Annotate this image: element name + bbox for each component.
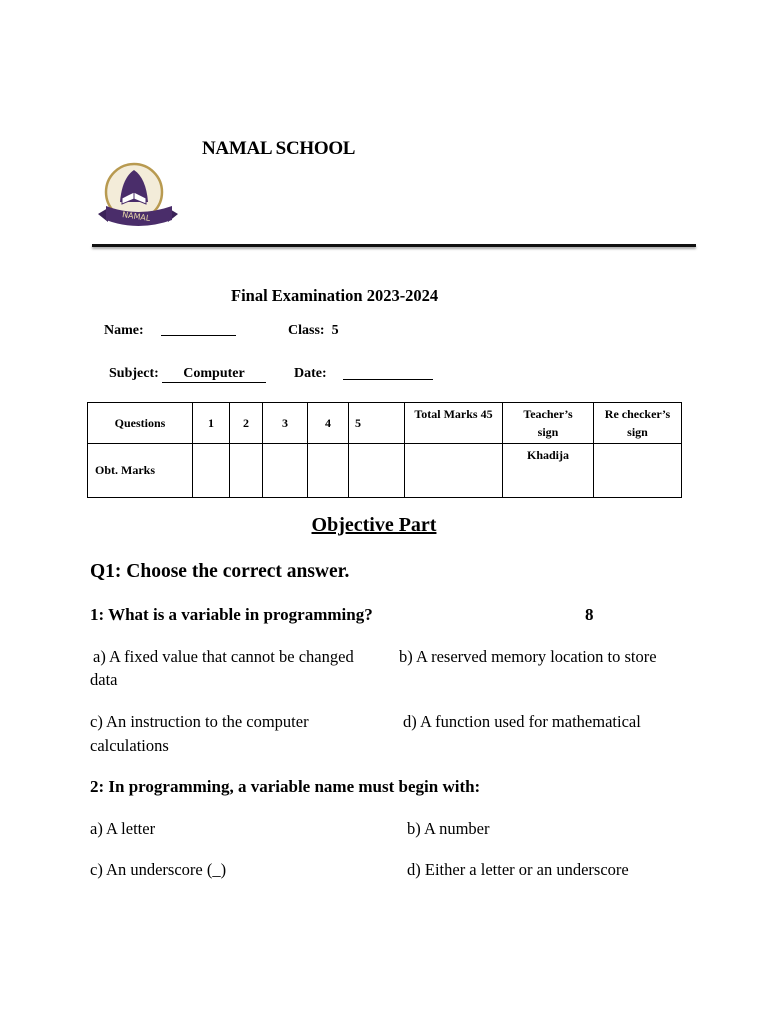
q1-option-d-continued: calculations (90, 736, 169, 755)
questions-header: Questions (88, 403, 193, 444)
question-1-text: 1: What is a variable in programming? (90, 605, 373, 624)
question-number: 3 (263, 403, 308, 444)
table-row (88, 444, 682, 498)
q2-option-d: d) Either a letter or an underscore (407, 860, 629, 879)
marks-cell[interactable] (308, 444, 349, 498)
exam-title: Final Examination 2023-2024 (231, 286, 439, 305)
q1-option-b-continued: data (90, 670, 118, 689)
rechecker-sign-line1: Re checker’s (604, 407, 671, 421)
question-1-marks: 8 (585, 605, 594, 624)
question-number: 2 (230, 403, 263, 444)
marks-cell[interactable] (263, 444, 308, 498)
total-marks-header: Total Marks 45 (405, 403, 503, 444)
class-field (288, 323, 339, 339)
rechecker-sign-cell[interactable] (594, 444, 682, 498)
class-value: 5 (331, 323, 339, 338)
section-title: Objective Part (311, 514, 437, 536)
school-name: NAMAL SCHOOL (202, 138, 356, 159)
name-label: Name: (104, 323, 144, 338)
table-row (88, 403, 682, 444)
marks-table (87, 402, 682, 498)
question-number: 1 (193, 403, 230, 444)
date-blank[interactable] (343, 366, 433, 380)
q1-option-c: c) An instruction to the computer (90, 712, 309, 731)
header-divider (92, 244, 696, 247)
question-2-text: 2: In programming, a variable name must begin with: (90, 777, 481, 796)
q1-heading: Q1: Choose the correct answer. (90, 561, 350, 582)
class-label: Class: (288, 323, 325, 338)
q1-option-a: a) A fixed value that cannot be changed (93, 647, 354, 666)
teacher-name: Khadija (503, 444, 594, 498)
question-number: 4 (308, 403, 349, 444)
marks-cell[interactable] (349, 444, 405, 498)
name-blank[interactable] (161, 322, 236, 336)
q1-option-d: d) A function used for mathematical (403, 712, 641, 731)
teacher-sign-line2: sign (537, 425, 559, 439)
q2-option-c: c) An underscore (_) (90, 860, 227, 879)
subject-label: Subject: (109, 366, 159, 381)
question-number: 5 (349, 403, 405, 444)
rechecker-sign-line2: sign (627, 425, 648, 439)
total-marks-cell[interactable] (405, 444, 503, 498)
teacher-sign-header (503, 403, 594, 444)
q2-option-a: a) A letter (90, 819, 156, 838)
marks-cell[interactable] (230, 444, 263, 498)
obtained-marks-label: Obt. Marks (88, 444, 193, 498)
subject-value: Computer (162, 366, 266, 383)
teacher-sign-line1: Teacher’s (523, 407, 573, 421)
q1-option-b: b) A reserved memory location to store (399, 647, 657, 666)
logo-text: NAMAL (121, 210, 151, 223)
q2-option-b: b) A number (407, 819, 490, 838)
school-logo (96, 162, 186, 234)
marks-cell[interactable] (193, 444, 230, 498)
date-label: Date: (294, 366, 327, 381)
rechecker-sign-header (594, 403, 682, 444)
